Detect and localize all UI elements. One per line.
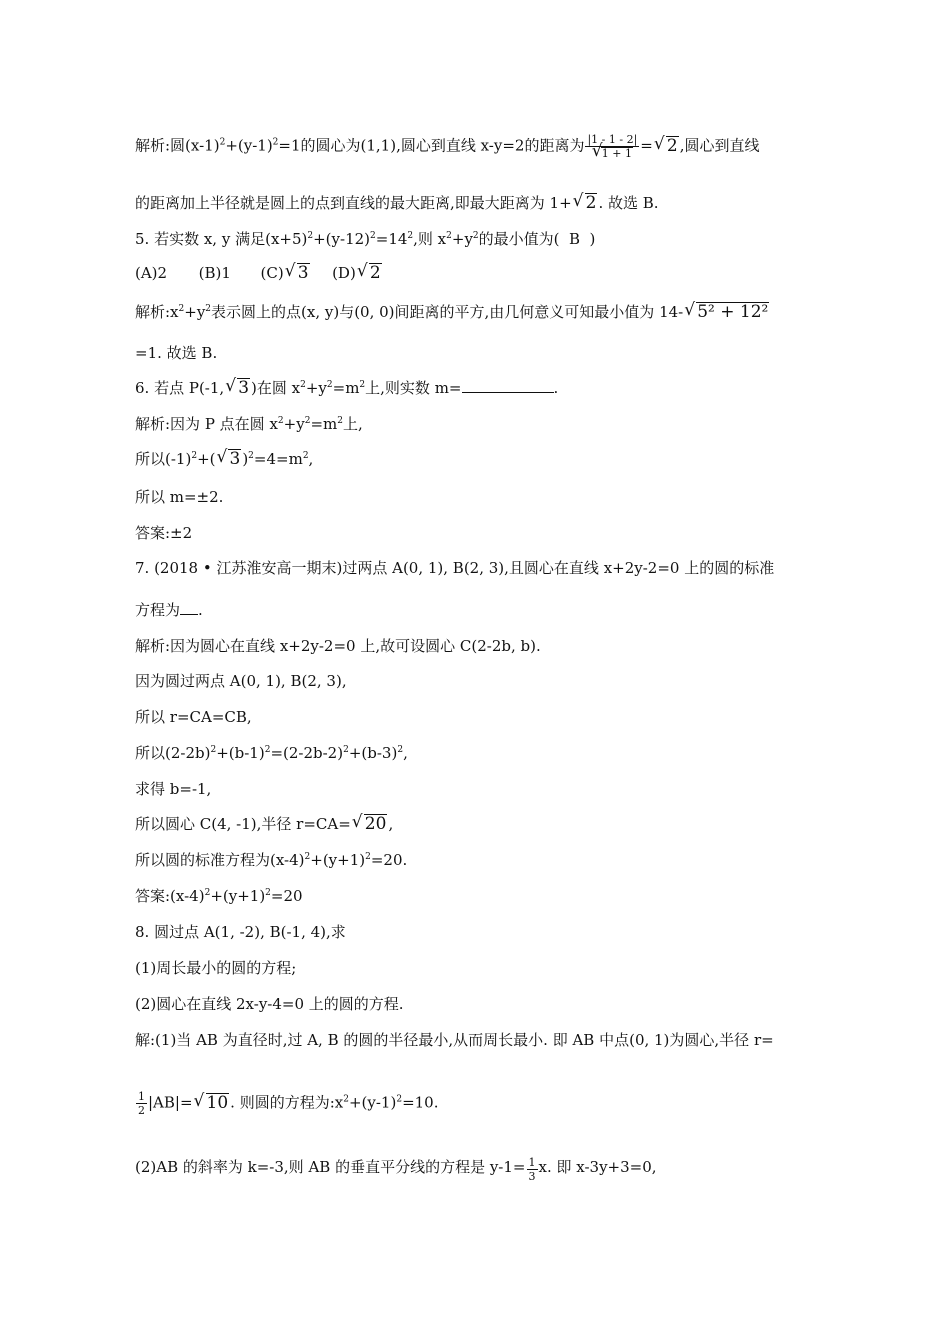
text: . 则圆的方程为:x — [230, 1093, 344, 1112]
text: =(2-2b-2) — [270, 744, 344, 762]
text: . — [198, 601, 203, 619]
half-fraction — [136, 1090, 147, 1117]
sup: 2 — [265, 888, 271, 898]
q5-stem — [135, 229, 595, 249]
text: 解析:圆(x-1) — [135, 136, 220, 155]
text: +(y-1) — [348, 1093, 397, 1112]
option-d — [332, 264, 383, 282]
text: 解析:x — [135, 303, 179, 321]
radicand: 3 — [297, 263, 309, 283]
text: +(y+1) — [210, 887, 266, 905]
text: 表示圆上的点(x, y)与(0, 0)间距离的平方,由几何意义可知最小值为 14- — [211, 303, 684, 321]
text: (D) — [332, 264, 356, 282]
sqrt — [216, 449, 241, 469]
q4-analysis-line-2 — [135, 193, 659, 213]
text: )在圆 x — [251, 379, 301, 397]
sup: 2 — [219, 137, 226, 148]
sqrt — [357, 263, 382, 283]
fraction-denominator: 3 — [528, 1170, 536, 1183]
q8-solution-line-1: 解:(1)当 AB 为直径时,过 A, B 的圆的半径最小,从而周长最小. 即 AB 中点(0, 1)为圆心,半径 r= — [135, 1031, 774, 1049]
text: 6. 若点 P(-1, — [135, 379, 225, 397]
text: (C) — [260, 264, 284, 282]
q7-analysis-line-4 — [135, 743, 408, 763]
q8-solution-line-3 — [135, 1156, 657, 1183]
text: , — [308, 450, 314, 468]
fraction-denominator: 2 — [138, 1104, 145, 1117]
text: ,则 x — [413, 230, 447, 248]
sup: 2 — [277, 416, 284, 426]
text: =m — [332, 379, 360, 397]
sup: 2 — [407, 231, 414, 241]
sup: 2 — [264, 745, 271, 755]
q8-part-1: (1)周长最小的圆的方程; — [135, 959, 297, 977]
text: +( — [197, 450, 216, 468]
fraction-numerator: 1 — [138, 1090, 145, 1103]
text: =m — [310, 415, 338, 433]
text: 上,则实数 m= — [365, 379, 462, 397]
q4-analysis-line-1 — [135, 133, 759, 160]
sup: 2 — [326, 380, 333, 390]
answer-blank — [462, 392, 554, 393]
text: , — [388, 815, 394, 833]
q6-analysis-line-1 — [135, 414, 363, 434]
text: =20 — [270, 887, 303, 905]
text: +(y-1) — [225, 136, 273, 155]
q7-analysis-line-1: 解析:因为圆心在直线 x+2y-2=0 上,故可设圆心 C(2-2b, b). — [135, 637, 541, 655]
text: 所以圆心 C(4, -1),半径 r=CA= — [135, 815, 351, 833]
radicand: 2 — [666, 135, 678, 156]
q8-stem: 8. 圆过点 A(1, -2), B(-1, 4),求 — [135, 923, 346, 941]
answer-blank — [180, 614, 198, 615]
sup: 2 — [304, 852, 311, 862]
option-a: (A)2 — [135, 264, 168, 282]
text: +y — [451, 230, 473, 248]
sup: 2 — [300, 380, 306, 390]
text: = — [640, 136, 653, 155]
q5-analysis-line-1 — [135, 302, 770, 322]
text: +(y+1) — [310, 851, 366, 869]
radicand: 3 — [238, 378, 250, 398]
sqrt — [225, 378, 250, 398]
sup: 2 — [248, 451, 254, 461]
q8-part-2: (2)圆心在直线 2x-y-4=0 上的圆的方程. — [135, 995, 404, 1013]
text: +y — [305, 379, 327, 397]
q6-answer: 答案:±2 — [135, 524, 193, 542]
text: +y — [283, 415, 305, 433]
q6-stem — [135, 378, 558, 398]
text: 的最小值为( — [478, 230, 560, 248]
third-fraction — [527, 1156, 538, 1183]
text: ) — [242, 450, 249, 468]
text: , — [403, 744, 408, 762]
sup: 2 — [396, 1094, 403, 1105]
text: 所以圆的标准方程为(x-4) — [135, 851, 305, 869]
sqrt — [352, 814, 388, 834]
answer-choice: B — [569, 230, 581, 248]
sqrt — [285, 263, 310, 283]
sup: 2 — [307, 231, 314, 241]
option-b: (B)1 — [198, 264, 231, 282]
sup: 2 — [204, 888, 211, 898]
fraction-numerator: |1 - 1 - 2| — [587, 133, 638, 146]
text: +y — [184, 303, 206, 321]
text: =1. 故选 B. — [135, 344, 218, 362]
text: ) — [589, 230, 596, 248]
sqrt — [654, 136, 679, 156]
q7-analysis-line-7 — [135, 850, 407, 870]
text: |AB|= — [148, 1093, 193, 1112]
text: (2)AB 的斜率为 k=-3,则 AB 的垂直平分线的方程是 y-1= — [135, 1158, 526, 1176]
sup: 2 — [446, 231, 452, 241]
radicand: 5² + 12² — [697, 302, 769, 322]
sup: 2 — [343, 1094, 349, 1105]
distance-fraction — [585, 133, 639, 160]
sup: 2 — [210, 745, 217, 755]
radicand: 20 — [364, 814, 387, 834]
q5-options — [135, 263, 383, 283]
q7-analysis-line-3: 所以 r=CA=CB, — [135, 708, 252, 726]
sup: 2 — [343, 745, 349, 755]
sqrt — [573, 193, 598, 213]
text: 答案:(x-4) — [135, 887, 205, 905]
text: +(y-12) — [313, 230, 371, 248]
q7-stem-line-2 — [135, 600, 203, 620]
sup: 2 — [337, 416, 343, 426]
text: . — [553, 379, 559, 397]
q7-analysis-line-5: 求得 b=-1, — [135, 780, 212, 798]
text: 方程为 — [135, 601, 181, 619]
q8-solution-line-2 — [135, 1090, 439, 1117]
radicand: 2 — [585, 193, 597, 213]
text: =10. — [402, 1093, 439, 1112]
sup: 2 — [472, 231, 479, 241]
sup: 2 — [370, 231, 376, 241]
sqrt — [592, 147, 633, 160]
radicand: 2 — [369, 263, 381, 283]
sup: 2 — [365, 852, 371, 862]
text: 5. 若实数 x, y 满足(x+5) — [135, 230, 308, 248]
text: 所以(2-2b) — [135, 744, 211, 762]
text: x. 即 x-3y+3=0, — [538, 1158, 657, 1176]
text: =4=m — [253, 450, 303, 468]
text: ,圆心到直线 — [679, 136, 760, 155]
text: 解析:因为 P 点在圆 x — [135, 415, 278, 433]
sqrt — [194, 1093, 230, 1113]
option-c — [261, 264, 311, 282]
q5-analysis-line-2 — [135, 343, 217, 363]
q7-stem-line-1: 7. (2018 • 江苏淮安高一期末)过两点 A(0, 1), B(2, 3),且圆心在直线 x+2y-2=0 上的圆的标准 — [135, 559, 775, 577]
q7-answer — [135, 886, 303, 906]
fraction-denominator — [585, 147, 639, 160]
text: . 故选 B. — [598, 194, 659, 212]
sup: 2 — [304, 416, 311, 426]
sup: 2 — [178, 304, 185, 314]
text: +(b-1) — [216, 744, 265, 762]
text: 上, — [342, 415, 363, 433]
q7-analysis-line-2: 因为圆过两点 A(0, 1), B(2, 3), — [135, 672, 347, 690]
text: =20. — [370, 851, 408, 869]
q6-analysis-line-3: 所以 m=±2. — [135, 488, 224, 506]
sup: 2 — [272, 137, 279, 148]
sqrt — [684, 302, 769, 322]
text: 所以(-1) — [135, 450, 192, 468]
radicand: 10 — [206, 1092, 229, 1113]
sup: 2 — [397, 745, 404, 755]
sup: 2 — [302, 451, 309, 461]
text: +(b-3) — [348, 744, 398, 762]
radicand: 3 — [229, 449, 241, 469]
sup: 2 — [359, 380, 366, 390]
sup: 2 — [191, 451, 198, 461]
text: 的距离加上半径就是圆上的点到直线的最大距离,即最大距离为 1+ — [135, 194, 572, 212]
text: =14 — [375, 230, 408, 248]
q7-analysis-line-6 — [135, 814, 393, 834]
q6-analysis-line-2 — [135, 449, 313, 469]
sup: 2 — [205, 304, 212, 314]
radicand: 1 + 1 — [601, 147, 632, 160]
text: =1的圆心为(1,1),圆心到直线 x-y=2的距离为 — [278, 136, 585, 155]
fraction-numerator: 1 — [528, 1156, 536, 1169]
